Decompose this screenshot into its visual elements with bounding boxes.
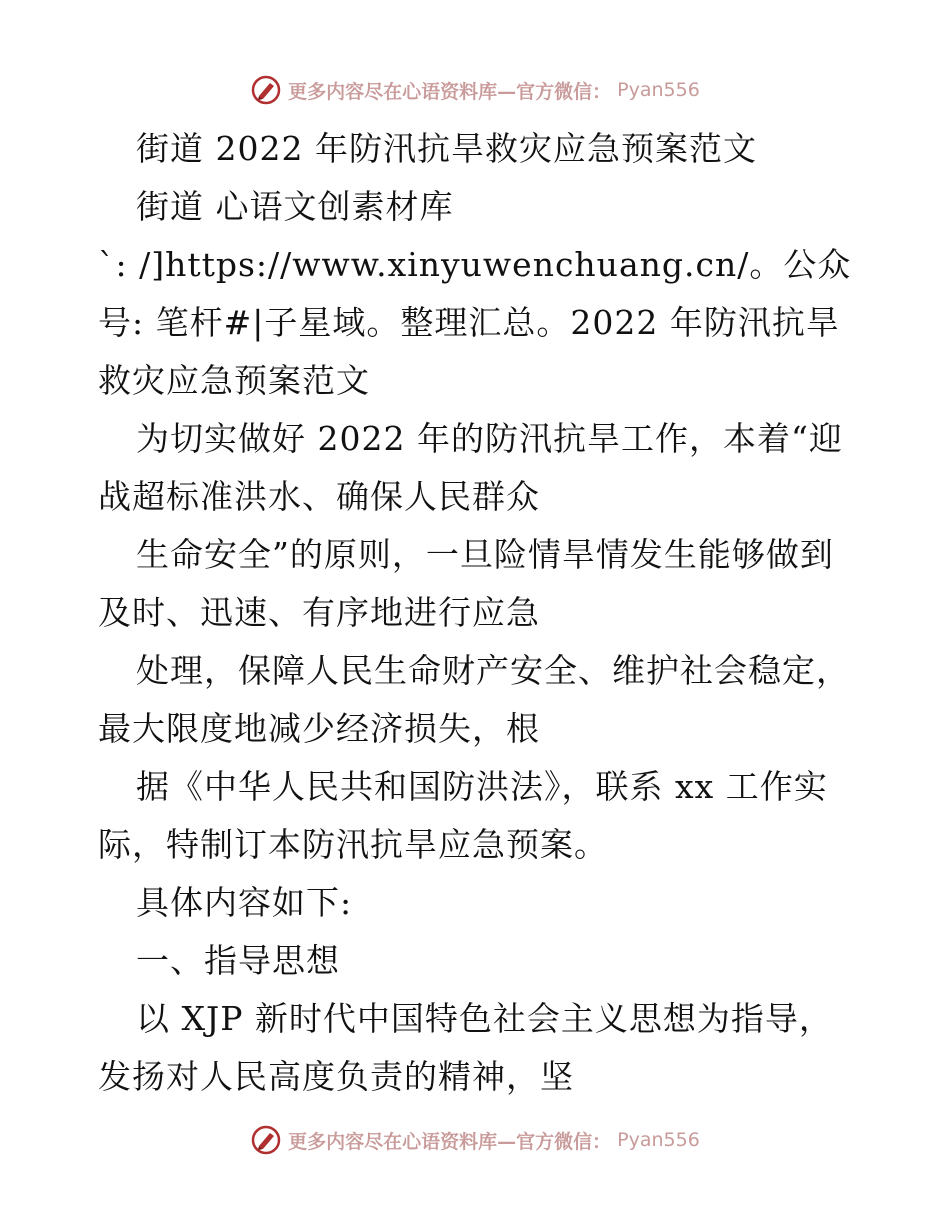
document-subtitle: 街道 心语文创素材库 xyxy=(136,187,454,226)
document-line: 具体内容如下: xyxy=(136,883,353,922)
footer-banner xyxy=(0,1120,950,1160)
document-line: 为切实做好 2022 年的防汛抗旱工作，本着“迎 xyxy=(136,419,843,458)
document-line: 处理，保障人民生命财产安全、维护社会稳定， xyxy=(136,651,850,690)
pen-logo-icon xyxy=(250,1124,282,1156)
footer-banner-id: Pyan556 xyxy=(617,1129,700,1151)
document-line: 际，特制订本防汛抗旱应急预案。 xyxy=(98,825,608,864)
pen-logo-icon xyxy=(250,74,282,106)
section-heading: 一、指导思想 xyxy=(136,941,340,980)
document-line: `: /]https://www.xinyuwenchuang.cn/。公众 xyxy=(98,245,852,284)
document-line: 以 XJP 新时代中国特色社会主义思想为指导， xyxy=(136,999,833,1038)
document-line: 号: 笔杆#|子星域。整理汇总。2022 年防汛抗旱 xyxy=(98,303,840,342)
document-line: 战超标准洪水、确保人民群众 xyxy=(98,477,540,516)
document-body xyxy=(98,120,858,1106)
header-banner-id: Pyan556 xyxy=(617,79,700,101)
document-line: 及时、迅速、有序地进行应急 xyxy=(98,593,540,632)
document-line: 生命安全”的原则，一旦险情旱情发生能够做到 xyxy=(136,535,834,574)
document-line: 最大限度地减少经济损失，根 xyxy=(98,709,540,748)
document-line: 发扬对人民高度负责的精神，坚 xyxy=(98,1057,574,1096)
header-banner-text: 更多内容尽在心语资料库—官方微信： xyxy=(288,80,612,103)
document-line: 据《中华人民共和国防洪法》，联系 xx 工作实 xyxy=(136,767,828,806)
footer-banner-text: 更多内容尽在心语资料库—官方微信： xyxy=(288,1130,612,1153)
document-line: 救灾应急预案范文 xyxy=(98,361,370,400)
document-title: 街道 2022 年防汛抗旱救灾应急预案范文 xyxy=(136,129,757,168)
header-banner xyxy=(0,70,950,110)
